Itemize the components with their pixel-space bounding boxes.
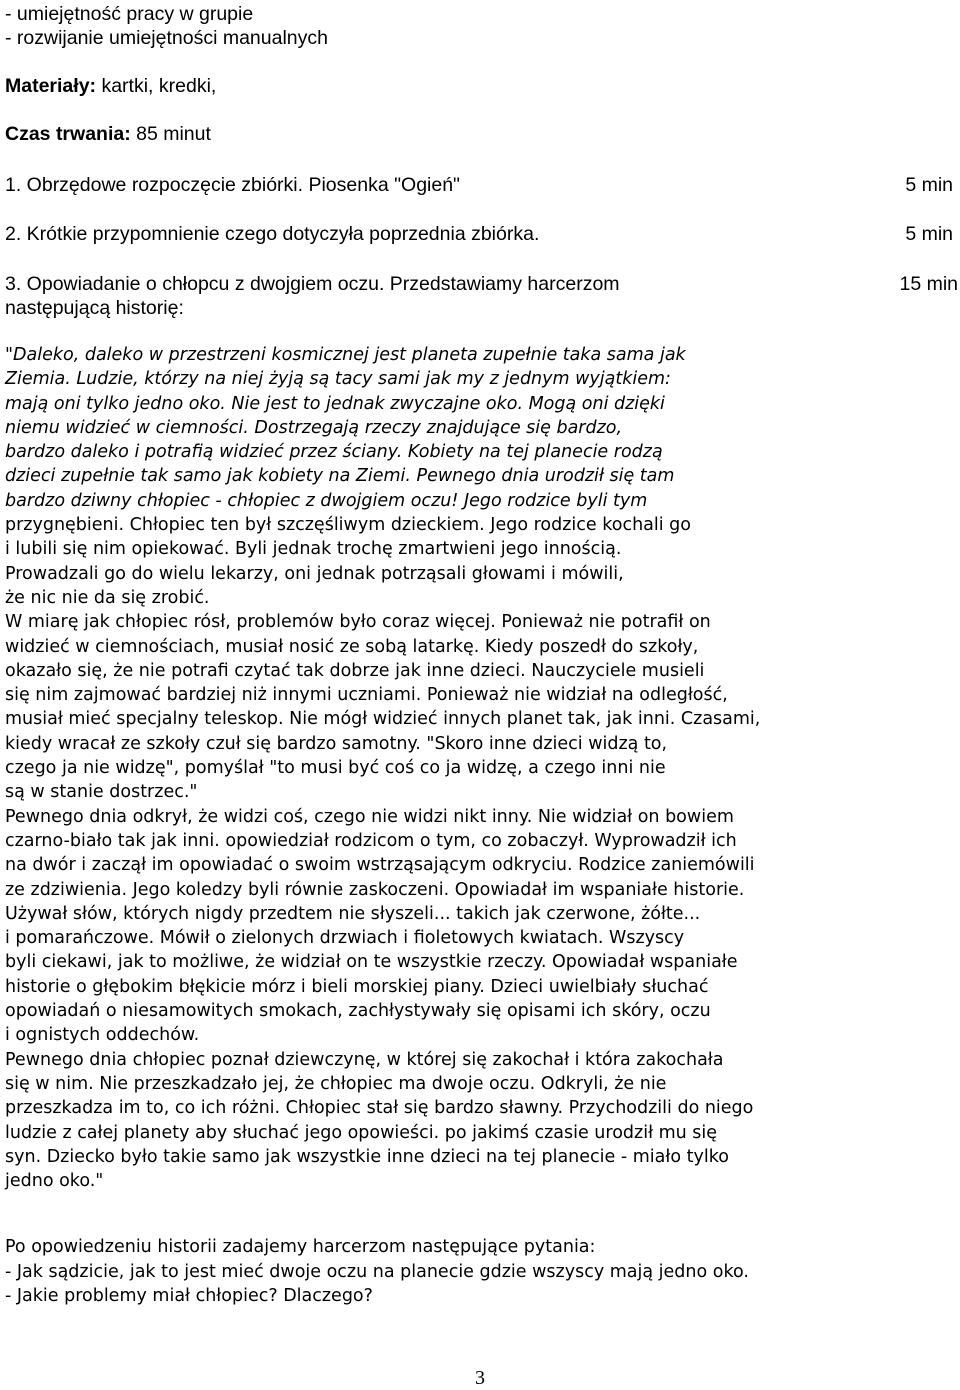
duration-line	[5, 122, 211, 146]
agenda-item-1-time: 5 min	[905, 174, 953, 196]
story-line: przeszkadza im to, co ich różni. Chłopiec stał się bardzo sławny. Przychodzili do niego	[5, 1098, 754, 1119]
story-line: bardzo daleko i potrafią widzieć przez ściany. Kobiety na tej planecie rodzą	[5, 442, 663, 463]
story-line: i lubili się nim opiekować. Byli jednak trochę zmartwieni jego innością.	[5, 539, 622, 560]
story-line: czarno-biało tak jak inni. opowiedział rodzicom o tym, co zobaczył. Wyprowadził ich	[5, 830, 737, 851]
duration-value: 85 minut	[130, 123, 211, 145]
story-line: Pewnego dnia odkrył, że widzi coś, czego nie widzi nikt inny. Nie widział on bowiem	[5, 806, 734, 827]
story-line: "Daleko, daleko w przestrzeni kosmicznej jest planeta zupełnie taka sama jak	[5, 345, 686, 365]
story-line: historie o głębokim błękicie mórz i bieli morskiej piany. Dzieci uwielbiały słuchać	[5, 976, 709, 997]
story-line: czego ja nie widzę", pomyślał "to musi być coś co ja widzę, a czego inni nie	[5, 758, 666, 779]
materials-value: kartki, kredki,	[96, 75, 217, 97]
story-line: Ziemia. Ludzie, którzy na niej żyją są tacy sami jak my z jednym wyjątkiem:	[5, 369, 671, 390]
story-line: są w stanie dostrzec."	[5, 782, 198, 803]
story-line: byli ciekawi, jak to możliwe, że widział on te wszystkie rzeczy. Opowiadał wspaniałe	[5, 952, 738, 973]
story-line: bardzo dziwny chłopiec - chłopiec z dwojgiem oczu! Jego rodzice byli tym	[5, 490, 648, 511]
questions-block	[5, 1235, 749, 1309]
questions-intro: Po opowiedzeniu historii zadajemy harcerzom następujące pytania:	[5, 1237, 596, 1257]
agenda-item-3: 3. Opowiadanie o chłopcu z dwojgiem oczu. Przedstawiamy harcerzom	[5, 273, 620, 295]
story-line: Prowadzali go do wielu lekarzy, oni jednak potrząsali głowami i mówili,	[5, 563, 624, 584]
materials-label: Materiały:	[5, 75, 97, 97]
agenda-item-2: 2. Krótkie przypomnienie czego dotyczyła poprzednia zbiórka.	[5, 223, 540, 245]
materials-line	[5, 74, 216, 98]
story-line: Używał słów, których nigdy przedtem nie słyszeli... takich jak czerwone, żółte...	[5, 903, 701, 924]
goal-line-2: - rozwijanie umiejętności manualnych	[5, 27, 328, 49]
story-line: jedno oko."	[5, 1171, 104, 1192]
story-line: i pomarańczowe. Mówił o zielonych drzwiach i fioletowych kwiatach. Wszyscy	[5, 928, 685, 949]
story-line: się w nim. Nie przeszkadzało jej, że chłopiec ma dwoje oczu. Odkryli, że nie	[5, 1073, 667, 1094]
story-line: kiedy wracał ze szkoły czuł się bardzo samotny. "Skoro inne dzieci widzą to,	[5, 733, 668, 754]
story-line: okazało się, że nie potrafi czytać tak dobrze jak inne dzieci. Nauczyciele musieli	[5, 660, 705, 681]
agenda-item-2-time: 5 min	[905, 223, 953, 245]
story-line: niemu widzieć w ciemności. Dostrzegają rzeczy znajdujące się bardzo,	[5, 417, 623, 438]
story-line: W miarę jak chłopiec rósł, problemów było coraz więcej. Ponieważ nie potrafił on	[5, 612, 711, 633]
agenda-item-3-continued: następującą historię:	[5, 297, 184, 319]
story-line: się nim zajmować bardziej niż innymi uczniami. Ponieważ nie widział na odległość,	[5, 685, 728, 706]
story-line: ze zdziwienia. Jego koledzy byli równie zaskoczeni. Opowiadał im wspaniałe historie.	[5, 879, 745, 900]
story-line: że nic nie da się zrobić.	[5, 587, 210, 608]
story-line: dzieci zupełnie tak samo jak kobiety na Ziemi. Pewnego dnia urodził się tam	[5, 466, 675, 487]
agenda-item-3-time: 15 min	[899, 273, 958, 295]
story-line: widzieć w ciemnościach, musiał nosić ze sobą latarkę. Kiedy poszedł do szkoły,	[5, 636, 699, 657]
story-line: mają oni tylko jedno oko. Nie jest to jednak zwyczajne oko. Mogą oni dzięki	[5, 393, 665, 414]
story-line: przygnębieni. Chłopiec ten był szczęśliwym dzieckiem. Jego rodzice kochali go	[5, 515, 691, 536]
story-line: Pewnego dnia chłopiec poznał dziewczynę, w której się zakochał i która zakochała	[5, 1049, 724, 1070]
agenda-item-1: 1. Obrzędowe rozpoczęcie zbiórki. Piosenka "Ogień"	[5, 174, 460, 196]
story-line: ludzie z całej planety aby słuchać jego opowieści. po jakimś czasie urodził mu się	[5, 1122, 718, 1143]
story-line: i ognistych oddechów.	[5, 1025, 200, 1046]
story-line: musiał mieć specjalny teleskop. Nie mógł widzieć innych planet tak, jak inni. Czasami,	[5, 709, 761, 730]
duration-label: Czas trwania:	[5, 123, 131, 145]
story-line: opowiadań o niesamowitych smokach, zachłystywały się opisami ich skóry, oczu	[5, 1001, 711, 1022]
story-line: syn. Dziecko było takie samo jak wszystkie inne dzieci na tej planecie - miało tylko	[5, 1146, 729, 1167]
goal-line-1: - umiejętność pracy w grupie	[5, 3, 254, 25]
page-number: 3	[475, 1367, 485, 1389]
question-1: - Jak sądzicie, jak to jest mieć dwoje oczu na planecie gdzie wszyscy mają jedno oko.	[5, 1261, 749, 1282]
story-text	[5, 343, 955, 1193]
question-2: - Jakie problemy miał chłopiec? Dlaczego?	[5, 1286, 373, 1306]
story-line: na dwór i zaczął im opowiadać o swoim wstrząsającym odkryciu. Rodzice zaniemówili	[5, 855, 755, 876]
